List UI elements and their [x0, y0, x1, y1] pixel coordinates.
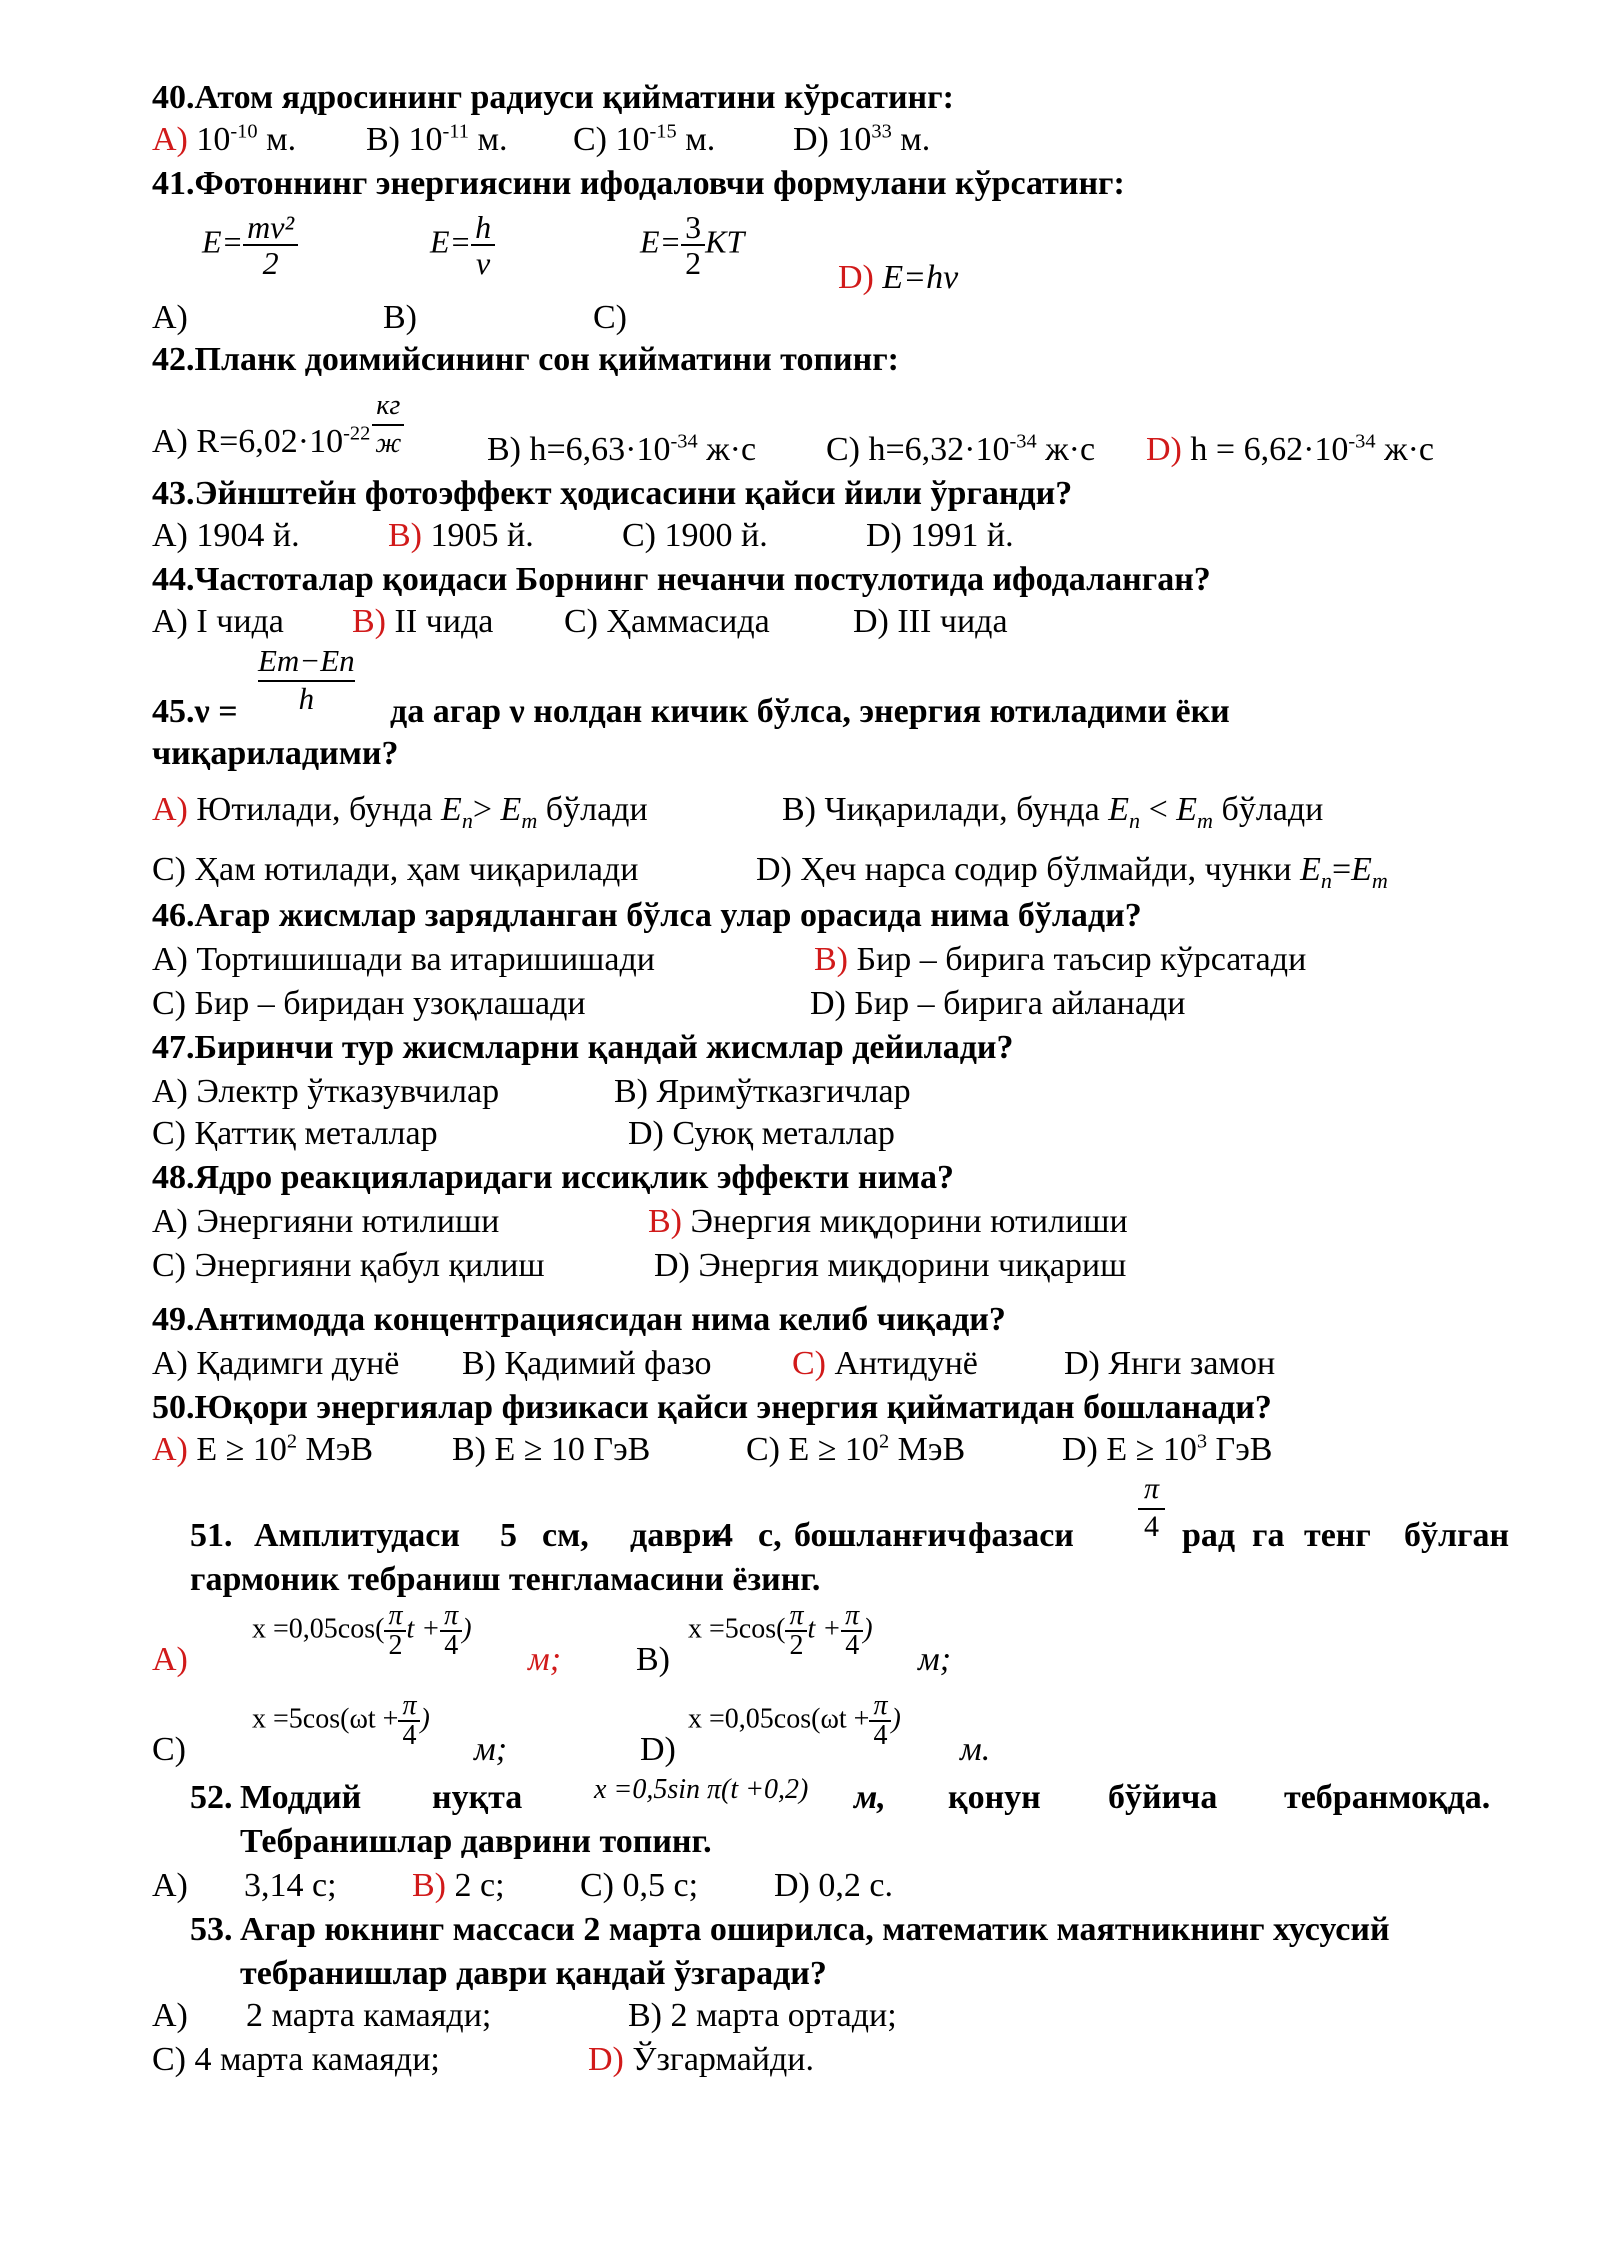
text-fragment: E [1176, 791, 1198, 828]
text-fragment: 4 [444, 1630, 459, 1661]
text-fragment: A) [152, 517, 188, 554]
text-fragment: кг [372, 388, 404, 426]
text-fragment: Суюқ металлар [663, 1115, 895, 1152]
text-fragment: м. [257, 121, 297, 158]
formula-45-frac [258, 644, 355, 716]
text-fragment: t + [406, 1613, 441, 1645]
text-fragment: C) [152, 985, 186, 1022]
text-fragment: ж·с [1375, 431, 1434, 468]
option-43-d[interactable] [866, 516, 1014, 556]
option-53-b[interactable] [628, 1996, 897, 2036]
text-fragment: 2 [685, 245, 702, 281]
text-fragment: -34 [1348, 430, 1376, 453]
text-fragment: Энергия миқдорини ютилиши [682, 1203, 1128, 1240]
text-fragment: A) [152, 603, 188, 640]
option-53-a-text: 2 марта камаяди; [246, 1997, 492, 2034]
text-fragment: π [1138, 1472, 1165, 1510]
text-fragment: x =5cos( [688, 1613, 786, 1645]
unit-51-a: м; [528, 1641, 562, 1678]
text-fragment: D) [1146, 431, 1182, 468]
text-fragment: м. [468, 121, 508, 158]
text-fragment: 1905 й. [422, 517, 534, 554]
formula-51-phase [1138, 1472, 1165, 1544]
text-fragment: t + [807, 1613, 842, 1645]
text-fragment [398, 1692, 420, 1750]
text-fragment: Қадимий фазо [496, 1345, 712, 1382]
text-fragment: B) [462, 1345, 496, 1382]
text-fragment: 2 марта ортади; [662, 1997, 897, 2034]
text-fragment: E= [640, 223, 682, 260]
text-fragment: n [1320, 867, 1332, 893]
option-42-b[interactable] [487, 430, 756, 470]
text-fragment: ж·с [1036, 431, 1096, 468]
text-fragment [1138, 1472, 1165, 1544]
option-49-c[interactable] [792, 1344, 978, 1384]
q51-word: см, [542, 1517, 589, 1554]
text-fragment: C) [564, 603, 598, 640]
text-fragment: B) [614, 1073, 648, 1110]
text-fragment: Тортишишади ва итаришишади [187, 941, 655, 978]
text-fragment: KT [705, 223, 745, 260]
option-53-d[interactable] [588, 2040, 814, 2080]
text-fragment: E [441, 791, 462, 828]
text-fragment: mv² [243, 210, 298, 246]
text-fragment: h=6,32·10 [860, 431, 1010, 468]
text-fragment: 4 [402, 1720, 417, 1751]
text-fragment: B) [412, 1867, 446, 1904]
text-fragment: A) [152, 941, 188, 978]
text-fragment: 2 с; [446, 1867, 505, 1904]
option-51-c[interactable] [152, 1730, 186, 1770]
question-53-num: 53. [190, 1911, 233, 1948]
text-fragment [869, 1692, 891, 1750]
text-fragment: h [471, 210, 495, 246]
text-fragment: π [440, 1602, 462, 1632]
option-51-a[interactable] [152, 1640, 188, 1680]
option-51-d[interactable] [640, 1730, 676, 1770]
text-fragment: МэВ [297, 1431, 374, 1468]
text-fragment: 10 [615, 121, 650, 158]
q52-word: нуқта [432, 1779, 523, 1816]
text-fragment: м. [891, 121, 931, 158]
option-40-b[interactable] [366, 120, 507, 160]
text-fragment: A) [152, 1073, 188, 1110]
text-fragment: 4 [845, 1630, 860, 1661]
text-fragment: 0,2 с. [809, 1867, 893, 1904]
q51-word: фазаси [968, 1517, 1074, 1554]
text-fragment: D) [756, 851, 792, 888]
option-52-c[interactable] [580, 1866, 698, 1906]
text-fragment: ) [863, 1613, 873, 1645]
option-43-c[interactable] [622, 516, 768, 556]
text-fragment: > [472, 791, 501, 828]
option-50-b[interactable] [452, 1430, 650, 1470]
text-fragment: бўлади [1213, 791, 1324, 828]
text-fragment: C) [152, 2041, 186, 2078]
text-fragment: -15 [649, 120, 677, 143]
text-fragment: ж·с [697, 431, 757, 468]
text-fragment: A) [152, 423, 188, 460]
text-fragment: Яримўтказгичлар [648, 1073, 911, 1110]
option-52-d[interactable] [774, 1866, 893, 1906]
text-fragment: A) [152, 1867, 188, 1904]
text-fragment: A) [152, 1641, 188, 1678]
option-42-a[interactable] [152, 388, 404, 462]
text-fragment: 4 [1144, 1510, 1160, 1543]
option-44-c[interactable] [564, 602, 770, 642]
text-fragment: 1900 й. [656, 517, 768, 554]
option-47-a[interactable] [152, 1072, 499, 1112]
text-fragment: Антидунё [826, 1345, 978, 1382]
text-fragment: A) [152, 791, 188, 828]
text-fragment: B) [782, 791, 816, 828]
text-fragment [681, 210, 705, 280]
text-fragment: B) [814, 941, 848, 978]
text-fragment: D) [1062, 1431, 1098, 1468]
option-43-a[interactable] [152, 516, 300, 556]
text-fragment [785, 1602, 807, 1660]
option-48-a[interactable] [152, 1202, 499, 1242]
text-fragment: m [1197, 807, 1214, 833]
text-fragment: ) [891, 1703, 901, 1735]
text-fragment: 1991 й. [901, 517, 1014, 554]
text-fragment: Ҳеч нарса содир бўлмайди, чунки [791, 851, 1301, 888]
text-fragment: 2 [388, 1630, 403, 1661]
option-46-a[interactable] [152, 940, 655, 980]
question-50: 50.Юқори энергиялар физикаси қайси энергия қийматидан бошланади? [152, 1389, 1272, 1426]
text-fragment: = [1331, 851, 1352, 888]
text-fragment: I чида [187, 603, 284, 640]
text-fragment: A) [152, 1431, 188, 1468]
text-fragment: B) [628, 1997, 662, 2034]
option-46-d[interactable] [810, 984, 1185, 1024]
text-fragment: A) [152, 1345, 188, 1382]
text-fragment: π [841, 1602, 863, 1632]
text-fragment: -11 [442, 120, 469, 143]
text-fragment: π [869, 1692, 891, 1722]
question-41: 41.Фотоннинг энергиясини ифодаловчи формулани кўрсатинг: [152, 165, 1125, 202]
text-fragment: D) [774, 1867, 810, 1904]
option-41-b[interactable]: B) [383, 299, 417, 336]
text-fragment [372, 388, 404, 462]
text-fragment: D) [853, 603, 889, 640]
text-fragment [471, 210, 495, 280]
q51-word: бошланғич [794, 1517, 967, 1554]
question-52-num: 52. [190, 1779, 233, 1816]
option-51-b[interactable] [636, 1640, 670, 1680]
option-53-a[interactable] [152, 1996, 188, 2036]
text-fragment: < [1140, 791, 1177, 828]
formula-41-c [640, 210, 744, 280]
text-fragment: Қаттиқ металлар [186, 1115, 438, 1152]
text-fragment: B) [452, 1431, 486, 1468]
q51-word: 4 [716, 1517, 733, 1554]
option-53-c[interactable] [152, 2040, 440, 2080]
text-fragment: A) [152, 1997, 188, 2034]
option-52-a[interactable] [152, 1866, 188, 1906]
question-45: да агар ν нолдан кичик бўлса, энергия ютиладими ёки [390, 693, 1230, 730]
question-53-line2: тебранишлар даври қандай ўзгаради? [240, 1955, 827, 1992]
option-41-a[interactable]: A) [152, 299, 188, 336]
text-fragment: Энергияни қабул қилиш [186, 1247, 545, 1284]
option-40-d[interactable] [793, 120, 930, 160]
option-label: A) [152, 121, 188, 158]
text-fragment: 2 [286, 1430, 298, 1453]
text-fragment: 33 [871, 120, 892, 143]
q51-word: с, [758, 1517, 782, 1554]
text-fragment: D) [640, 1731, 676, 1768]
q52-word: қонун [948, 1779, 1041, 1816]
text-fragment: h=6,63·10 [521, 431, 671, 468]
unit-51-c: м; [474, 1731, 508, 1768]
text-fragment: E [500, 791, 522, 828]
q51-word: Амплитудаси [254, 1517, 460, 1554]
text-fragment: 2 [878, 1430, 890, 1453]
option-48-c[interactable] [152, 1246, 545, 1286]
formula-51-d [688, 1692, 901, 1750]
option-44-b[interactable] [352, 602, 493, 642]
text-fragment: π [398, 1692, 420, 1722]
option-46-b[interactable] [814, 940, 1306, 980]
q51-word: 5 [500, 1517, 517, 1554]
q52-word: м, [854, 1779, 886, 1816]
text-fragment: E ≥ 10 [1097, 1431, 1197, 1468]
q51-word: тенг [1304, 1517, 1371, 1554]
text-fragment: Бир – биридан узоқлашади [186, 985, 586, 1022]
option-40-c[interactable] [573, 120, 715, 160]
text-fragment: -34 [1009, 430, 1037, 453]
text-fragment: R=6,02·10 [187, 423, 344, 460]
text-fragment: III чида [888, 603, 1008, 640]
text-fragment: ν [476, 245, 491, 281]
formula-41-b [430, 210, 495, 280]
text-fragment: 3 [681, 210, 705, 246]
question-52-line2: Тебранишлар даврини топинг. [240, 1823, 712, 1860]
text-fragment: B) [487, 431, 521, 468]
question-51-num: 51. [190, 1517, 233, 1554]
text-fragment: x =5cos(ωt + [252, 1703, 399, 1735]
option-48-b[interactable] [648, 1202, 1128, 1242]
text-fragment: 1904 й. [187, 517, 300, 554]
text-fragment: h [298, 681, 315, 716]
question-44: 44.Частоталар қоидаси Борнинг нечанчи постулотида ифодаланган? [152, 561, 1211, 598]
text-fragment: бўлади [537, 791, 648, 828]
text-fragment [384, 1602, 406, 1660]
text-fragment: π [785, 1602, 807, 1632]
text-fragment: C) [152, 851, 186, 888]
text-fragment: π [384, 1602, 406, 1632]
text-fragment: C) [746, 1431, 780, 1468]
text-fragment: D) [628, 1115, 664, 1152]
text-fragment: E [1108, 791, 1130, 828]
text-fragment: E [1300, 851, 1321, 888]
text-fragment: n [461, 807, 473, 833]
text-fragment: ) [462, 1613, 472, 1645]
option-42-c[interactable] [826, 430, 1095, 470]
text-fragment: Em−En [258, 644, 355, 682]
text-fragment: 10 [196, 121, 231, 158]
option-45-d[interactable] [756, 850, 1388, 893]
text-fragment: E= [202, 223, 244, 260]
q52-word: Моддий [240, 1779, 362, 1816]
text-fragment: B) [388, 517, 422, 554]
text-fragment: C) [573, 121, 607, 158]
text-fragment: 10 [408, 121, 443, 158]
text-fragment: x =0,05cos( [252, 1613, 385, 1645]
unit-51-d: м. [960, 1731, 991, 1768]
text-fragment: x =0,05cos(ωt + [688, 1703, 870, 1735]
text-fragment: C) [580, 1867, 614, 1904]
option-47-c[interactable] [152, 1114, 438, 1154]
q52-word: бўйича [1108, 1779, 1218, 1816]
option-49-d[interactable] [1064, 1344, 1275, 1384]
text-fragment: E ≥ 10 [187, 1431, 287, 1468]
option-44-d[interactable] [853, 602, 1008, 642]
question-49: 49.Антимодда концентрациясидан нима келиб чиқади? [152, 1301, 1006, 1338]
text-fragment: m [521, 807, 538, 833]
option-40-a[interactable] [152, 120, 296, 160]
text-fragment: h = 6,62·10 [1181, 431, 1349, 468]
option-45-b[interactable] [782, 790, 1324, 833]
option-50-a[interactable] [152, 1430, 373, 1470]
option-49-a[interactable] [152, 1344, 399, 1384]
text-fragment: 2 [789, 1630, 804, 1661]
text-fragment: B) [366, 121, 400, 158]
q51-word: га [1252, 1517, 1285, 1554]
text-fragment: D) [793, 121, 829, 158]
question-45-line2: чиқариладими? [152, 735, 399, 772]
text-fragment: Ҳам ютилади, ҳам чиқарилади [186, 851, 639, 888]
formula-52: x =0,5sin π(t +0,2) [594, 1774, 809, 1805]
text-fragment: E [1351, 851, 1372, 888]
text-fragment: D) [588, 2041, 624, 2078]
text-fragment: -22 [343, 422, 371, 445]
option-46-c[interactable] [152, 984, 586, 1024]
q52-word: тебранмоқда. [1284, 1779, 1491, 1816]
option-50-c[interactable] [746, 1430, 965, 1470]
formula-41-a [202, 210, 298, 280]
option-42-d[interactable] [1146, 430, 1434, 470]
question-42: 42.Планк доимийсининг сон қийматини топинг: [152, 341, 899, 378]
formula-51-a [252, 1602, 472, 1660]
option-45-a[interactable] [152, 790, 648, 833]
text-fragment [258, 644, 355, 716]
text-fragment: C) [792, 1345, 826, 1382]
option-41-d[interactable] [838, 258, 958, 298]
text-fragment: E ≥ 10 [780, 1431, 879, 1468]
text-fragment: -34 [670, 430, 698, 453]
option-45-c[interactable] [152, 850, 638, 890]
text-fragment [243, 210, 298, 280]
q51-word: даври [630, 1517, 722, 1554]
text-fragment: 10 [837, 121, 872, 158]
formula-51-b [688, 1602, 873, 1660]
option-43-b[interactable] [388, 516, 534, 556]
option-52-a-text: 3,14 с; [244, 1867, 337, 1904]
text-fragment: B) [636, 1641, 670, 1678]
text-fragment: Электр ўтказувчилар [187, 1073, 500, 1110]
text-fragment: C) [826, 431, 860, 468]
text-fragment: МэВ [889, 1431, 966, 1468]
option-48-d[interactable] [654, 1246, 1126, 1286]
option-50-d[interactable] [1062, 1430, 1272, 1470]
text-fragment: D) [1064, 1345, 1100, 1382]
text-fragment: D) [866, 517, 902, 554]
text-fragment: A) [152, 1203, 188, 1240]
question-48: 48.Ядро реакцияларидаги иссиқлик эффекти нима? [152, 1159, 954, 1196]
text-fragment: ж [375, 428, 402, 459]
text-fragment: C) [152, 1731, 186, 1768]
option-47-b[interactable] [614, 1072, 911, 1112]
text-fragment: B) [352, 603, 386, 640]
question-43: 43.Эйнштейн фотоэффект ҳодисасини қайси йили ўрганди? [152, 475, 1073, 512]
text-fragment: Бир – бирига айланади [845, 985, 1186, 1022]
unit-51-b: м; [918, 1641, 952, 1678]
text-fragment: Ўзгармайди. [623, 2041, 814, 2078]
text-fragment: 3 [1196, 1430, 1208, 1453]
text-fragment [841, 1602, 863, 1660]
text-fragment: E= [430, 223, 472, 260]
text-fragment: Бир – бирига таъсир кўрсатади [848, 941, 1307, 978]
q51-word: рад [1182, 1517, 1236, 1554]
q51-word: бўлган [1404, 1517, 1510, 1554]
text-fragment: E ≥ 10 ГэВ [486, 1431, 651, 1468]
text-fragment: C) [152, 1247, 186, 1284]
text-fragment: D) [810, 985, 846, 1022]
option-47-d[interactable] [628, 1114, 895, 1154]
text-fragment: 4 [873, 1720, 888, 1751]
text-fragment: C) [152, 1115, 186, 1152]
text-fragment: Энергия миқдорини чиқариш [689, 1247, 1127, 1284]
formula-51-c [252, 1692, 430, 1750]
text-fragment: м. [676, 121, 716, 158]
text-fragment: m [1371, 867, 1388, 893]
question-46: 46.Агар жисмлар зарядланган бўлса улар орасида нима бўлади? [152, 897, 1142, 934]
text-fragment: Энергияни ютилиши [187, 1203, 500, 1240]
text-fragment: Ҳаммасида [598, 603, 770, 640]
question-53: Агар юкнинг массаси 2 марта оширилса, математик маятникнинг хусусий [240, 1911, 1390, 1948]
question-45-prefix: 45.ν = [152, 693, 238, 730]
question-51-line2: гармоник тебраниш тенгламасини ёзинг. [190, 1561, 821, 1598]
text-fragment: 4 марта камаяди; [186, 2041, 440, 2078]
text-fragment: n [1129, 807, 1141, 833]
text-fragment: B) [648, 1203, 682, 1240]
text-fragment: ГэВ [1207, 1431, 1273, 1468]
text-fragment: C) [622, 517, 656, 554]
option-44-a[interactable] [152, 602, 284, 642]
option-52-b[interactable] [412, 1866, 505, 1906]
option-49-b[interactable] [462, 1344, 712, 1384]
text-fragment: D) [654, 1247, 690, 1284]
text-fragment: 0,5 с; [614, 1867, 699, 1904]
text-fragment: ) [420, 1703, 430, 1735]
text-fragment: Ютилади, бунда [187, 791, 442, 828]
question-40: 40.Атом ядросининг радиуси қийматини кўрсатинг: [152, 79, 954, 116]
text-fragment: D) [838, 259, 874, 296]
text-fragment: II чида [386, 603, 494, 640]
text-fragment: Чиқарилади, бунда [816, 791, 1109, 828]
text-fragment: Янги замон [1099, 1345, 1276, 1382]
text-fragment: -10 [230, 120, 258, 143]
question-47: 47.Биринчи тур жисмларни қандай жисмлар дейилади? [152, 1029, 1014, 1066]
text-fragment: Қадимги дунё [187, 1345, 400, 1382]
text-fragment: 2 [262, 245, 279, 281]
text-fragment [440, 1602, 462, 1660]
option-41-c[interactable]: C) [593, 299, 627, 336]
text-fragment: E=hν [882, 259, 959, 296]
